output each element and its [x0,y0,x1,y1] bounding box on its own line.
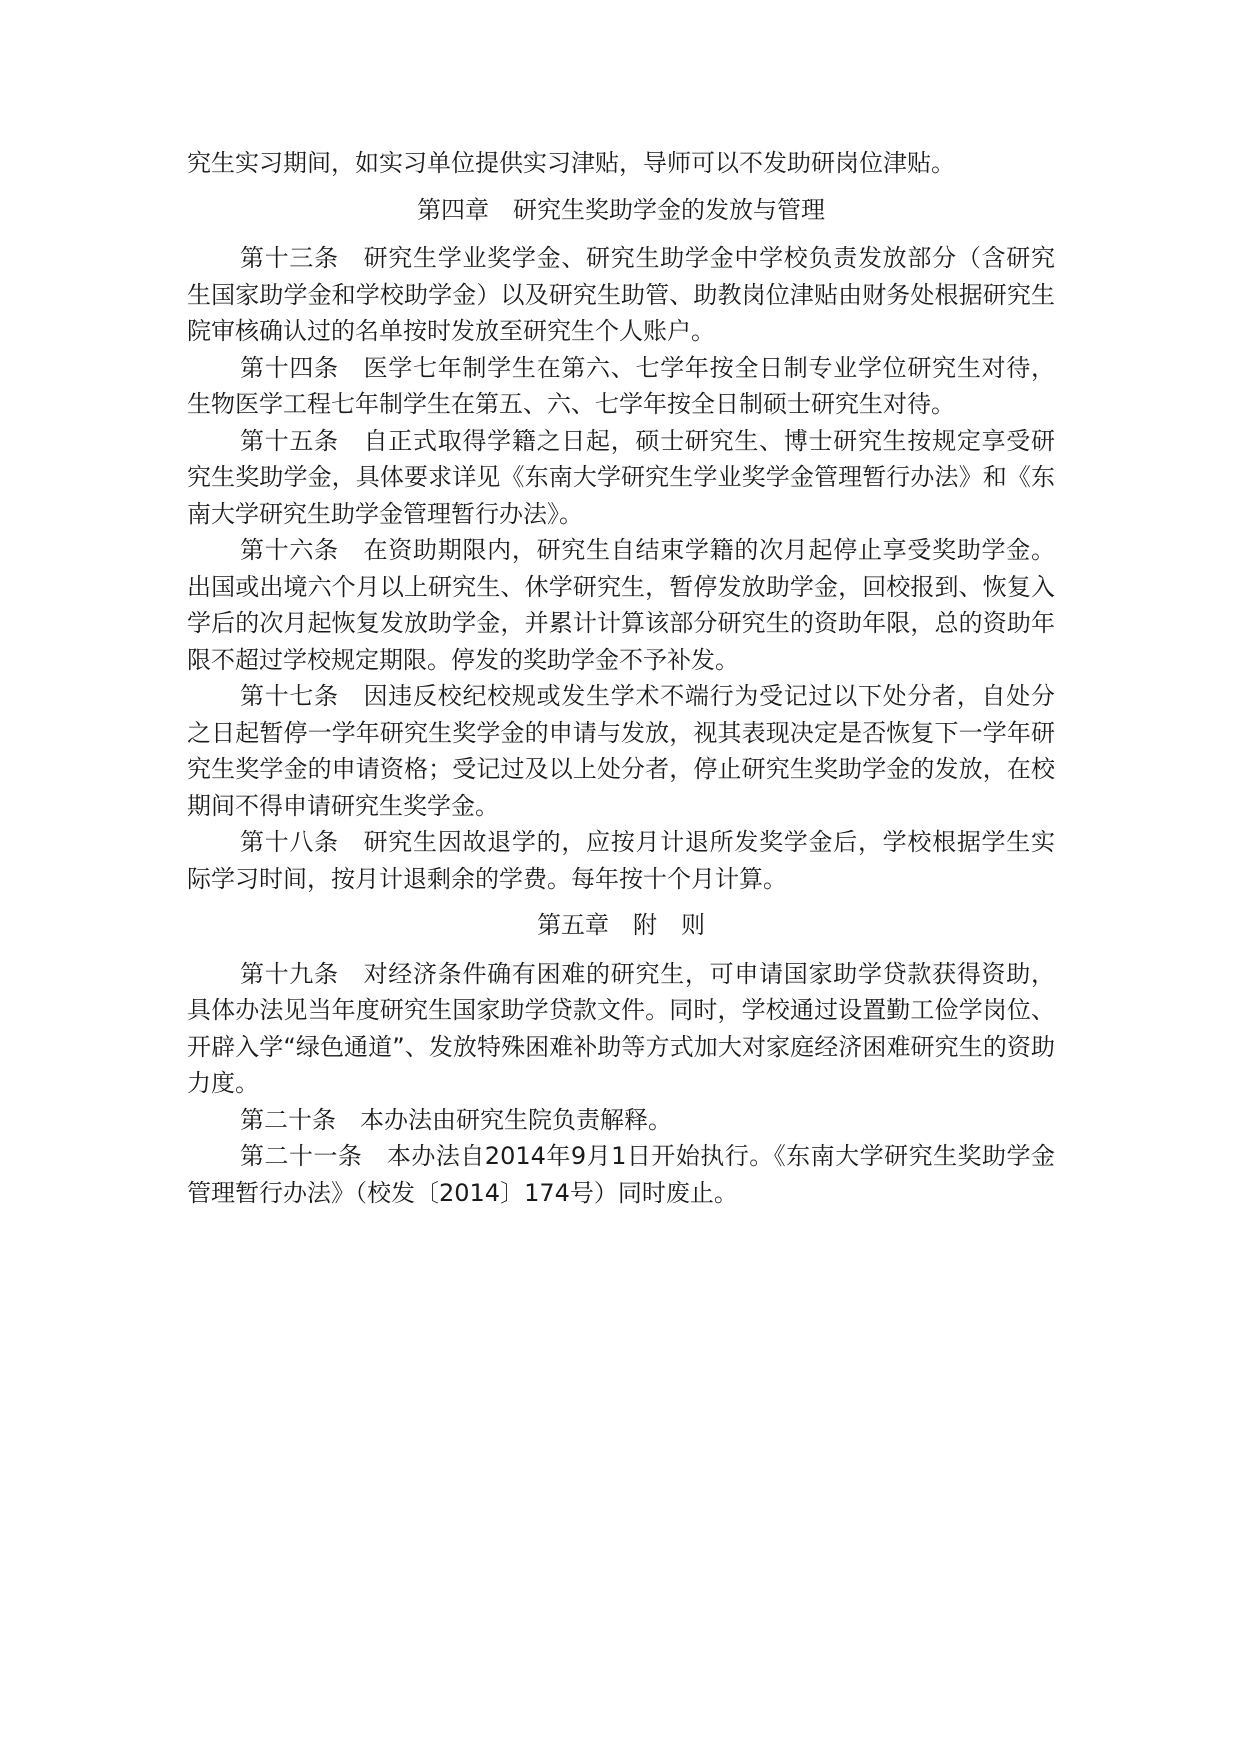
chapter-5-title: 第五章 附 则 [537,911,705,939]
article-14: 第十四条 医学七年制学生在第六、七学年按全日制专业学位研究生对待，生物医学工程七年制学生在第五、六、七学年按全日制硕士研究生对待。 [187,353,1055,418]
article-13: 第十三条 研究生学业奖学金、研究生助学金中学校负责发放部分（含研究生国家助学金和学校助学金）以及研究生助管、助教岗位津贴由财务处根据研究生院审核确认过的名单按时发放至研究生个人账户。 [187,244,1055,345]
article-15: 第十五条 自正式取得学籍之日起，硕士研究生、博士研究生按规定享受研究生奖助学金，具体要求详见《东南大学研究生学业奖学金管理暂行办法》和《东南大学研究生助学金管理暂行办法》。 [187,426,1055,528]
intro-line: 究生实习期间，如实习单位提供实习津贴，导师可以不发助研岗位津贴。 [187,149,955,177]
article-18: 第十八条 研究生因故退学的，应按月计退所发奖学金后，学校根据学生实际学习时间，按月计退剩余的学费。每年按十个月计算。 [187,828,1055,893]
article-17: 第十七条 因违反校纪校规或发生学术不端行为受记过以下处分者，自处分之日起暂停一学年研究生奖学金的申请与发放，视其表现决定是否恢复下一学年研究生奖学金的申请资格；受记过及以上处分者，停止研究生奖助学金的发放，在校期间不得申请研究生奖学金。 [187,682,1055,820]
document-body [187,145,1055,1211]
article-19: 第十九条 对经济条件确有困难的研究生，可申请国家助学贷款获得资助，具体办法见当年度研究生国家助学贷款文件。同时，学校通过设置勤工俭学岗位、开辟入学“绿色通道”、发放特殊困难补助等方式加大对家庭经济困难研究生的资助力度。 [187,959,1055,1097]
article-20: 第二十条 本办法由研究生院负责解释。 [240,1105,672,1134]
chapter-4-title: 第四章 研究生奖助学金的发放与管理 [417,195,825,224]
article-16: 第十六条 在资助期限内，研究生自结束学籍的次月起停止享受奖助学金。出国或出境六个月以上研究生、休学研究生，暂停发放助学金，回校报到、恢复入学后的次月起恢复发放助学金，并累计计算该部分研究生的资助年限，总的资助年限不超过学校规定期限。停发的奖助学金不予补发。 [187,536,1055,674]
article-21: 第二十一条 本办法自2014年9月1日开始执行。《东南大学研究生奖助学金管理暂行办法》（校发〔2014〕174号）同时废止。 [187,1142,1055,1207]
